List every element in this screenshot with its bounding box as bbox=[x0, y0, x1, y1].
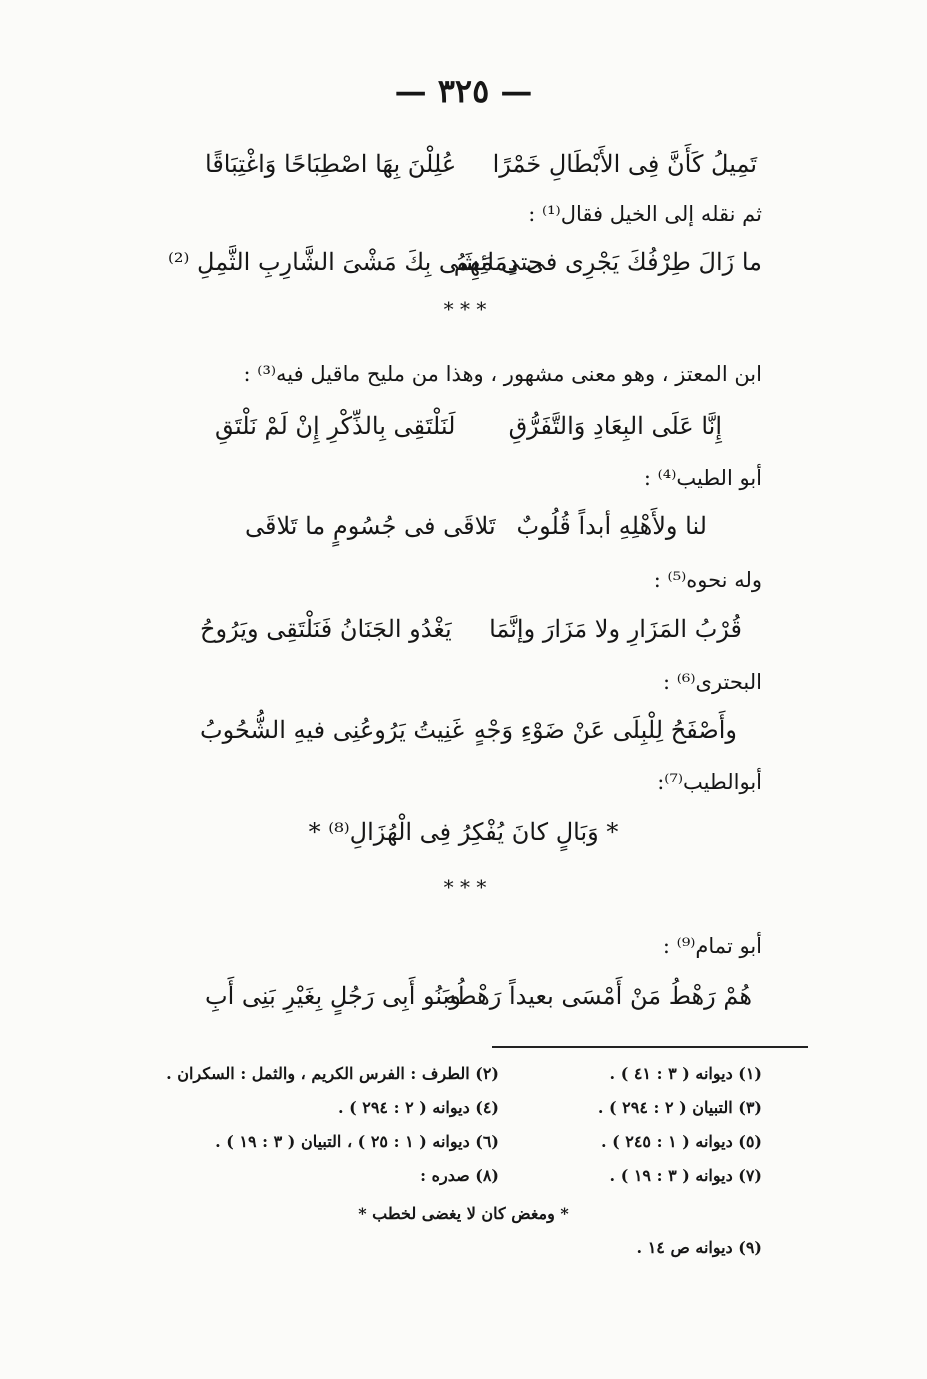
footnote-5: (٥) ديوانه ( ١ : ٢٤٥ ) . bbox=[600, 1132, 762, 1151]
section-separator-stars: * * * bbox=[443, 297, 487, 321]
footnote-4: (٤) ديوانه ( ٢ : ٢٩٤ ) . bbox=[337, 1098, 499, 1117]
section-separator-stars-2: * * * bbox=[443, 875, 487, 899]
footnote-8-verse: * ومغض كان لا يغضى لخطب * bbox=[358, 1204, 569, 1223]
verse-1-first-hemistich: تَمِيلُ كَأَنَّ فِى الأَبْطَالِ خَمْرًا bbox=[492, 150, 757, 178]
verse-6-second-hemistich: غَنِيتُ يَرُوعُنِى فيهِ الشُّحُوبُ bbox=[200, 716, 465, 744]
prose-line-1: ثم نقله إلى الخيل فقال⁽¹⁾ : bbox=[528, 202, 762, 226]
verse-2-first-hemistich: ما زَالَ طِرْفُكَ يَجْرِى فى دِمَائِهِمُ bbox=[453, 248, 762, 276]
prose-line-2: ابن المعتز ، وهو معنى مشهور ، وهذا من مليح ماقيل فيه⁽³⁾ : bbox=[243, 362, 762, 386]
verse-1-second-hemistich: عُلِلْنَ بِهَا اصْطِبَاحًا وَاغْتِبَاقًا bbox=[205, 150, 457, 178]
footnote-8: (٨) صدره : bbox=[420, 1166, 499, 1185]
verse-6-first-hemistich: وأَصْفَحُ لِلْبِلَى عَنْ ضَوْءِ وَجْهٍ bbox=[473, 716, 737, 744]
prose-line-3: أبو الطيب⁽⁴⁾ : bbox=[643, 466, 762, 490]
footnote-rule bbox=[492, 1046, 808, 1048]
verse-3-first-hemistich: إِنَّا عَلَى البِعَادِ وَالتَّفَرُّقِ bbox=[508, 412, 722, 440]
prose-line-6: أبوالطيب⁽⁷⁾: bbox=[657, 770, 762, 794]
verse-8-first-hemistich: هُمْ رَهْطُ مَنْ أَمْسَى بعيداً رَهْطُه bbox=[444, 982, 752, 1010]
verse-8-second-hemistich: وبَنُو أَبِى رَجُلٍ بِغَيْرِ بَنِى أَبِ bbox=[205, 982, 461, 1010]
prose-line-7: أبو تمام⁽⁹⁾ : bbox=[662, 934, 762, 958]
page-number: — ٣٢٥ — bbox=[394, 72, 533, 110]
verse-3-second-hemistich: لَنَلْتَقِى بِالذِّكْرِ إِنْ لَمْ نَلْتَقِ bbox=[215, 412, 456, 440]
footnote-7: (٧) ديوانه ( ٣ : ١٩ ) . bbox=[609, 1166, 762, 1185]
verse-5-second-hemistich: يَغْدُو الجَنَانُ فَنَلْتَقِى ويَرُوحُ bbox=[200, 615, 452, 643]
footnote-6: (٦) ديوانه ( ١ : ٢٥ ) ، التبيان ( ٣ : ١٩ ) . bbox=[215, 1132, 499, 1151]
prose-line-5: البحترى⁽⁶⁾ : bbox=[663, 670, 762, 694]
prose-line-4: وله نحوه⁽⁵⁾ : bbox=[653, 568, 762, 592]
centered-hemistich: * وَبَالٍ كانَ يُفْكِرُ فِى الْهُزَالِ⁽⁸⁾ * bbox=[308, 818, 619, 846]
verse-4-first-hemistich: لنا ولأَهْلِهِ أبداً قُلُوبٌ bbox=[516, 512, 707, 540]
footnote-1: (١) ديوانه ( ٣ : ٤١ ) . bbox=[609, 1064, 762, 1083]
verse-5-first-hemistich: قُرْبُ المَزَارِ ولا مَزَارَ وإنَّمَا bbox=[489, 615, 742, 643]
footnote-3: (٣) التبيان ( ٢ : ٢٩٤ ) . bbox=[597, 1098, 762, 1117]
verse-4-second-hemistich: تَلاقَى فى جُسُومٍ ما تَلاقَى bbox=[245, 512, 496, 540]
footnote-2: (٢) الطرف : الفرس الكريم ، والثمل : السكران . bbox=[166, 1064, 499, 1083]
verse-2-second-hemistich: حتى مَشَى بِكَ مَشْىَ الشَّارِبِ الثَّمِلِ ⁽²⁾ bbox=[168, 248, 543, 276]
footnote-9: (٩) ديوانه ص ١٤ . bbox=[636, 1238, 762, 1257]
